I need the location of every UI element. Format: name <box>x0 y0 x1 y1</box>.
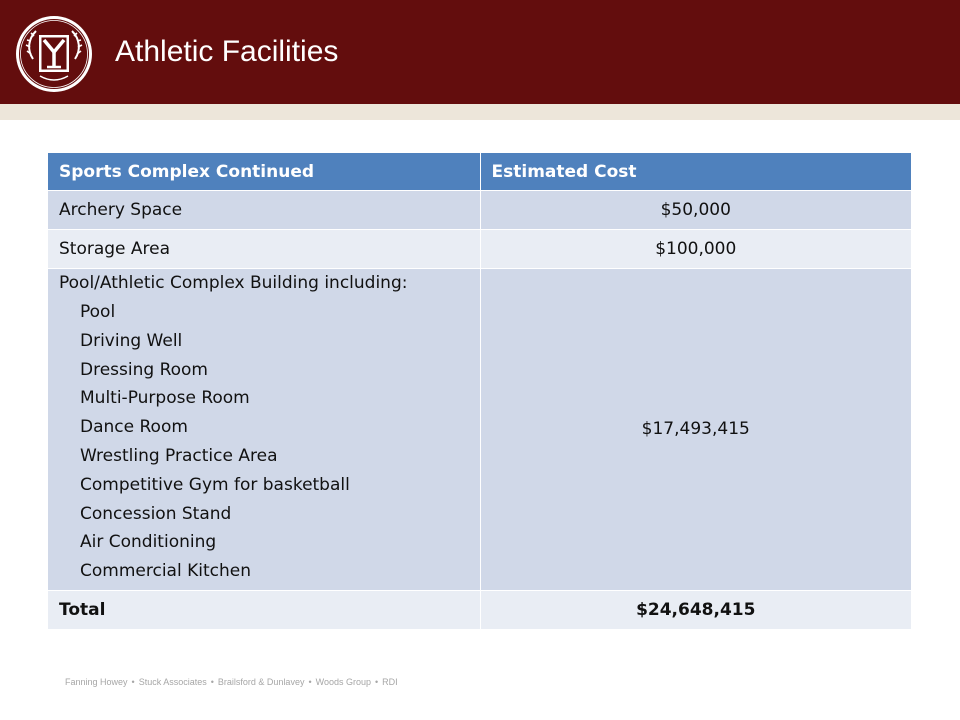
footer-separator: • <box>210 677 214 687</box>
cost-estimate-table <box>47 152 912 630</box>
footer-separator: • <box>131 677 135 687</box>
table-row <box>48 230 912 269</box>
item-heading: Pool/Athletic Complex Building including: <box>59 273 408 293</box>
cost-cell: $50,000 <box>480 191 911 230</box>
district-seal-logo-icon <box>14 14 94 94</box>
footer-separator: • <box>374 677 379 687</box>
footer-firm: Woods Group <box>315 677 371 687</box>
cost-cell: $100,000 <box>480 230 911 269</box>
table-row <box>48 191 912 230</box>
page-title: Athletic Facilities <box>115 35 339 68</box>
header-shadow-strip <box>0 104 960 120</box>
cost-cell: $17,493,415 <box>480 269 911 591</box>
list-item: Concession Stand <box>80 503 232 524</box>
column-header-cost: Estimated Cost <box>480 153 911 191</box>
footer-firm: Fanning Howey <box>65 677 128 687</box>
footer-firm: Stuck Associates <box>138 677 207 687</box>
footer-separator: • <box>308 677 312 687</box>
total-row <box>48 590 912 629</box>
list-item: Competitive Gym for basketball <box>80 474 350 495</box>
sub-item-list <box>59 298 469 586</box>
list-item: Dressing Room <box>80 359 208 380</box>
footer-firm: Brailsford & Dunlavey <box>217 677 305 687</box>
list-item: Commercial Kitchen <box>80 561 251 582</box>
total-cost: $24,648,415 <box>480 590 911 629</box>
item-cell: Storage Area <box>48 230 481 269</box>
item-cell: Archery Space <box>48 191 481 230</box>
column-header-item: Sports Complex Continued <box>48 153 481 191</box>
list-item: Air Conditioning <box>80 532 217 553</box>
list-item: Driving Well <box>80 330 183 351</box>
list-item: Pool <box>80 302 116 322</box>
table-row <box>48 269 912 591</box>
table-header-row <box>48 153 912 191</box>
list-item: Dance Room <box>80 417 188 438</box>
item-cell <box>48 269 481 591</box>
list-item: Wrestling Practice Area <box>80 445 278 466</box>
footer-firm: RDI <box>382 677 398 687</box>
total-label: Total <box>48 590 481 629</box>
list-item: Multi-Purpose Room <box>80 388 250 409</box>
footer-firm-list <box>65 677 398 687</box>
